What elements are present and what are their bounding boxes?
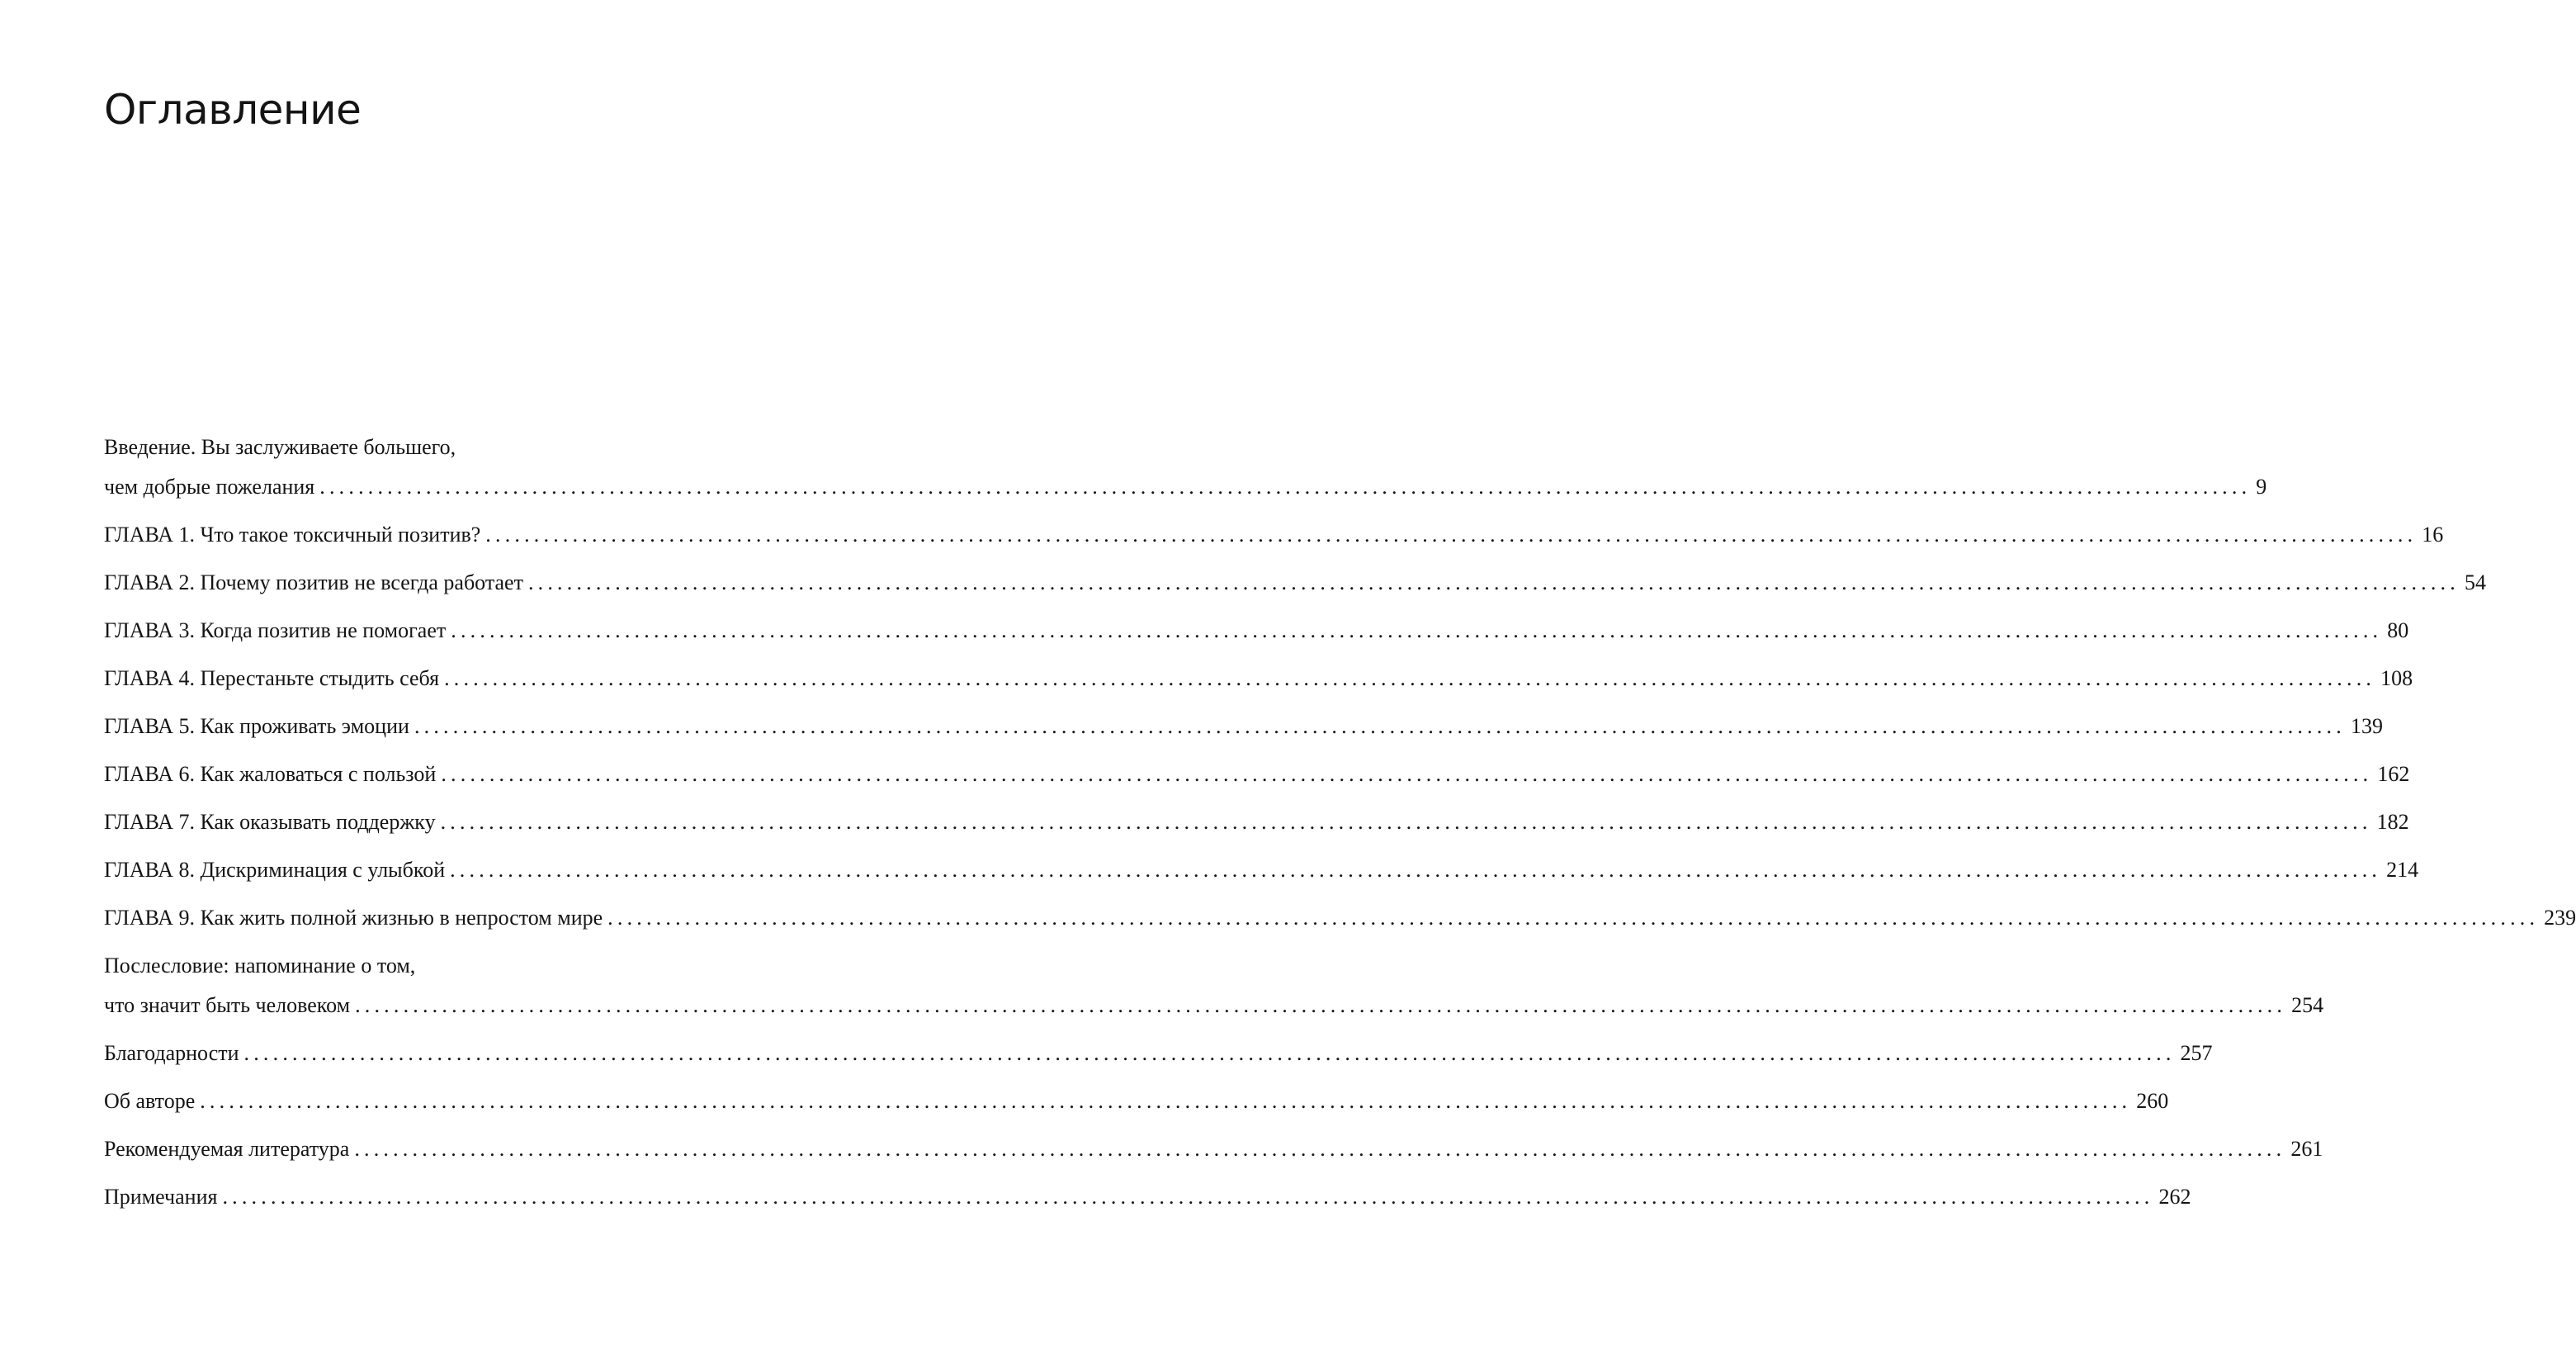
- toc-page-number: 260: [2136, 1089, 2169, 1113]
- dot-leader: ........................................................................................................................................................................................................: [444, 666, 2376, 690]
- toc-entry-chapter-4: [104, 659, 2413, 698]
- toc-page-number: 262: [2158, 1185, 2191, 1209]
- page-title: Оглавление: [104, 86, 362, 134]
- toc-entry-title: ГЛАВА 9. Как жить полной жизнью в непростом мире: [104, 906, 603, 930]
- toc-entry-title: ГЛАВА 6. Как жаловаться с пользой: [104, 762, 437, 786]
- toc-entry-chapter-1: [104, 515, 2444, 555]
- toc-entry-row: [104, 515, 2444, 555]
- toc-entry-row: [104, 986, 2324, 1025]
- toc-page-number: 16: [2422, 523, 2444, 547]
- toc-entry-row: [104, 755, 2410, 794]
- toc-entry-chapter-5: [104, 707, 2383, 746]
- toc-entry-row: [104, 467, 2267, 507]
- toc-entry-introduction: [104, 428, 2267, 507]
- toc-entry-title: ГЛАВА 1. Что такое токсичный позитив?: [104, 523, 481, 547]
- toc-entry-title: Примечания: [104, 1185, 218, 1209]
- toc-page-number: 108: [2380, 666, 2413, 690]
- toc-entry-title: Об авторе: [104, 1089, 196, 1113]
- toc-entry-title-line-1: Введение. Вы заслуживаете большего,: [104, 435, 456, 459]
- toc-entry-recommended-reading: [104, 1129, 2323, 1169]
- toc-entry-about-author: [104, 1082, 2169, 1121]
- dot-leader: ........................................................................................................................................................................................................: [607, 906, 2540, 930]
- toc-page-number: 9: [2256, 475, 2267, 499]
- toc-entry-row: [104, 659, 2413, 698]
- toc-page-number: 54: [2464, 570, 2486, 594]
- dot-leader: ........................................................................................................................................................................................................: [354, 1137, 2286, 1161]
- toc-entry-notes: [104, 1177, 2191, 1217]
- toc-entry-title: ГЛАВА 7. Как оказывать поддержку: [104, 810, 436, 834]
- dot-leader: ........................................................................................................................................................................................................: [414, 714, 2346, 738]
- toc-page-number: 80: [2387, 618, 2409, 642]
- toc-entry-title: ГЛАВА 8. Дискриминация с улыбкой: [104, 858, 446, 882]
- toc-entry-title: ГЛАВА 2. Почему позитив не всегда работает: [104, 570, 523, 594]
- toc-entry-row: [104, 1082, 2169, 1121]
- toc-entry-title-line-2: что значит быть человеком: [104, 993, 351, 1017]
- toc-entry-row: [104, 1177, 2191, 1217]
- dot-leader: ........................................................................................................................................................................................................: [319, 475, 2252, 499]
- toc-page-number: 139: [2350, 714, 2383, 738]
- toc-entry-row: [104, 611, 2409, 651]
- dot-leader: ........................................................................................................................................................................................................: [451, 618, 2383, 642]
- dot-leader: ........................................................................................................................................................................................................: [222, 1185, 2154, 1209]
- toc-page-number: 261: [2290, 1137, 2323, 1161]
- toc-page-number: 162: [2377, 762, 2410, 786]
- toc-entry-acknowledgements: [104, 1034, 2213, 1073]
- dot-leader: ........................................................................................................................................................................................................: [440, 810, 2372, 834]
- toc-entry-title: ГЛАВА 5. Как проживать эмоции: [104, 714, 409, 738]
- dot-leader: ........................................................................................................................................................................................................: [485, 523, 2418, 547]
- dot-leader: ........................................................................................................................................................................................................: [527, 570, 2460, 594]
- toc-entry-row: [104, 898, 2576, 938]
- toc-entry-row: [104, 850, 2419, 890]
- toc-entry-row: [104, 1034, 2213, 1073]
- toc-entry-chapter-6: [104, 755, 2410, 794]
- toc-entry-title: ГЛАВА 4. Перестаньте стыдить себя: [104, 666, 440, 690]
- toc-page-number: 254: [2291, 993, 2324, 1017]
- toc-page-number: 257: [2180, 1041, 2213, 1065]
- table-of-contents: [104, 428, 2576, 1225]
- toc-page-number: 239: [2544, 906, 2576, 930]
- dot-leader: ........................................................................................................................................................................................................: [450, 858, 2382, 882]
- toc-entry-chapter-3: [104, 611, 2409, 651]
- toc-entry-chapter-8: [104, 850, 2419, 890]
- toc-entry-title-line-1: Послесловие: напоминание о том,: [104, 954, 416, 977]
- toc-entry-title: ГЛАВА 3. Когда позитив не помогает: [104, 618, 447, 642]
- toc-entry-chapter-2: [104, 563, 2486, 603]
- toc-entry-row: [104, 563, 2486, 603]
- dot-leader: ........................................................................................................................................................................................................: [355, 993, 2287, 1017]
- toc-page-number: 214: [2386, 858, 2419, 882]
- dot-leader: ........................................................................................................................................................................................................: [441, 762, 2373, 786]
- toc-page-number: 182: [2376, 810, 2409, 834]
- toc-entry-title: Благодарности: [104, 1041, 239, 1065]
- toc-entry-afterword: [104, 946, 2324, 1025]
- toc-entry-row: [104, 707, 2383, 746]
- toc-entry-title-line-2: чем добрые пожелания: [104, 475, 315, 499]
- toc-entry-chapter-7: [104, 802, 2409, 842]
- toc-entry-chapter-9: [104, 898, 2576, 938]
- toc-entry-row: [104, 1129, 2323, 1169]
- dot-leader: ........................................................................................................................................................................................................: [243, 1041, 2176, 1065]
- dot-leader: ........................................................................................................................................................................................................: [200, 1089, 2132, 1113]
- toc-entry-title: Рекомендуемая литература: [104, 1137, 350, 1161]
- toc-entry-row: [104, 802, 2409, 842]
